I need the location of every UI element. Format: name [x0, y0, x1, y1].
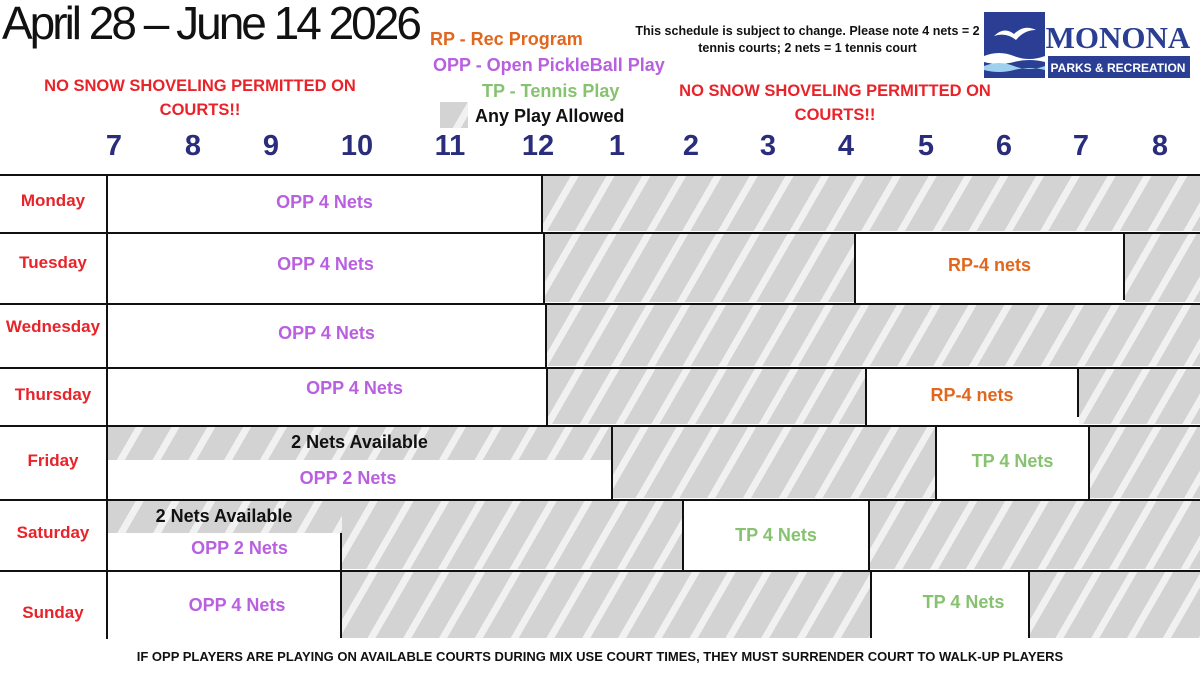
- any-play-wednesday: [547, 305, 1200, 366]
- hour-10am: 10: [340, 130, 374, 162]
- logo-name: MONONA: [1045, 20, 1190, 55]
- day-monday: Monday: [20, 191, 86, 210]
- any-play-sunday-evening: [1030, 572, 1200, 638]
- monday-opp-label: OPP 4 Nets: [276, 192, 373, 212]
- hour-6pm: 6: [995, 130, 1013, 162]
- hour-8pm: 8: [1151, 130, 1169, 162]
- hour-2pm: 2: [682, 130, 700, 162]
- day-tuesday: Tuesday: [19, 253, 87, 272]
- grid-line: [0, 425, 1200, 427]
- grid-line: [0, 570, 1200, 572]
- no-snow-notice-right: NO SNOW SHOVELING PERMITTED ON COURTS!!: [679, 82, 991, 124]
- any-play-saturday-evening: [870, 501, 1200, 569]
- block-divider: [543, 232, 545, 303]
- block-divider: [1088, 425, 1090, 499]
- saturday-available-label: 2 Nets Available: [155, 506, 293, 526]
- hour-7pm: 7: [1072, 130, 1090, 162]
- hour-8am: 8: [184, 130, 202, 162]
- block-divider: [545, 303, 547, 367]
- hour-12pm: 12: [521, 130, 555, 162]
- hour-7am: 7: [105, 130, 123, 162]
- any-play-monday: [543, 176, 1200, 231]
- day-saturday: Saturday: [16, 523, 90, 542]
- hour-4pm: 4: [837, 130, 855, 162]
- day-wednesday: Wednesday: [5, 317, 101, 336]
- day-column-divider: [106, 174, 108, 639]
- any-play-thursday-evening: [1079, 369, 1200, 424]
- disclaimer: This schedule is subject to change. Please note 4 nets = 2 tennis courts; 2 nets = 1 tennis court: [635, 24, 980, 55]
- wednesday-opp-label: OPP 4 Nets: [278, 323, 375, 343]
- block-divider: [611, 425, 613, 499]
- tuesday-rp-label: RP-4 nets: [947, 255, 1032, 275]
- legend-any: Any Play Allowed: [475, 106, 625, 126]
- block-divider: [868, 499, 870, 570]
- monona-logo: [984, 12, 1190, 78]
- friday-available-label: 2 Nets Available: [291, 432, 428, 452]
- no-snow-notice-left: NO SNOW SHOVELING PERMITTED ON COURTS!!: [44, 77, 356, 119]
- grid-line: [0, 367, 1200, 369]
- grid-line: [0, 232, 1200, 234]
- hour-9am: 9: [262, 130, 280, 162]
- block-divider: [1123, 232, 1125, 300]
- any-play-friday-midday: [613, 427, 936, 498]
- footer-notice: IF OPP PLAYERS ARE PLAYING ON AVAILABLE COURTS DURING MIX USE COURT TIMES, THEY MUST SURRENDER COURT TO WALK-UP PLAYERS: [136, 649, 1064, 664]
- day-friday: Friday: [27, 451, 79, 470]
- logo-tagline: PARKS & RECREATION: [1050, 61, 1186, 75]
- thursday-opp-label: OPP 4 Nets: [306, 378, 403, 398]
- page-title: April 28 – June 14 2026: [2, 0, 419, 49]
- grid-line: [0, 174, 1200, 176]
- legend-rp: RP - Rec Program: [430, 29, 583, 49]
- logo-mark: [984, 12, 1190, 78]
- day-thursday: Thursday: [14, 385, 92, 404]
- sunday-opp-label: OPP 4 Nets: [188, 595, 286, 615]
- legend-opp: OPP - Open PickleBall Play: [433, 55, 665, 75]
- any-play-sunday-midday: [342, 572, 871, 638]
- block-divider: [541, 174, 543, 232]
- legend-any-swatch: [440, 102, 468, 128]
- hour-5pm: 5: [917, 130, 935, 162]
- tuesday-opp-label: OPP 4 Nets: [277, 254, 374, 274]
- hour-1pm: 1: [608, 130, 626, 162]
- any-play-friday-evening: [1090, 427, 1200, 498]
- any-play-tuesday-evening: [1125, 234, 1200, 302]
- friday-opp-label: OPP 2 Nets: [299, 468, 397, 488]
- sunday-tp-label: TP 4 Nets: [922, 592, 1005, 612]
- grid-line: [0, 303, 1200, 305]
- day-sunday: Sunday: [22, 603, 84, 622]
- block-divider: [1077, 367, 1079, 417]
- saturday-tp-label: TP 4 Nets: [735, 525, 817, 545]
- thursday-rp-label: RP-4 nets: [930, 385, 1014, 405]
- saturday-opp-label: OPP 2 Nets: [191, 538, 288, 558]
- friday-tp-label: TP 4 Nets: [971, 451, 1054, 471]
- hour-3pm: 3: [759, 130, 777, 162]
- hour-11am: 11: [434, 130, 466, 162]
- legend-tp: TP - Tennis Play: [482, 81, 620, 101]
- any-play-saturday-midday: [342, 501, 683, 569]
- grid-line: [0, 499, 1200, 501]
- any-play-tuesday-midday: [545, 234, 855, 302]
